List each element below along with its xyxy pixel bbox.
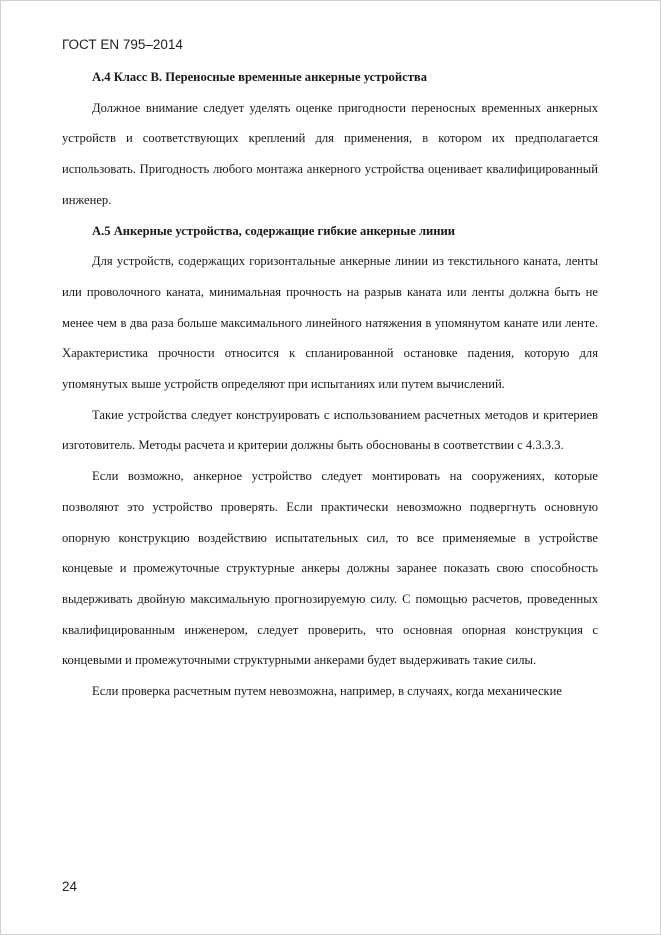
section-heading-a4: А.4 Класс В. Переносные временные анкерные устройства (92, 70, 427, 84)
paragraph-a4-1: Должное внимание следует уделять оценке пригодности переносных временных анкерных устройств и соответствующих креплений для применения, в котором их предполагается использовать. Пригодность любого монтажа анкерного устройства оценивает квалифицированный инженер. (62, 100, 598, 207)
page-number: 24 (62, 879, 78, 894)
section-heading-a5: А.5 Анкерные устройства, содержащие гибкие анкерные линии (92, 223, 456, 238)
paragraph-a5-1: Для устройств, содержащих горизонтальные анкерные линии из текстильного каната, ленты или проволочного каната, минимальная прочность на разрыв каната или ленты должна быть не менее чем в два раза больше максимального линейного натяжения в упомянутом канате или ленте. Характеристика прочности относится к спланированной остановке падения, которую для упомянутых выше устройств определяют при испытаниях или путем вычислений. (62, 254, 598, 392)
paragraph-a5-3: Если возможно, анкерное устройство следует монтировать на сооружениях, которые позволяют это устройство проверять. Если практически невозможно подвергнуть основную опорную конструкцию воздействию испытательных сил, то все применяемые в устройстве концевые и промежуточные структурные анкеры должны заранее показать свою способность выдерживать двойную максимальную прогнозируемую силу. С помощью расчетов, проведенных квалифицированным инженером, следует проверить, что основная опорная конструкция с концевыми и промежуточными структурными анкерами будет выдерживать такие силы. (62, 469, 598, 668)
paragraph-a5-4: Если проверка расчетным путем невозможна, например, в случаях, когда механические (92, 684, 562, 699)
paragraph-a5-2: Такие устройства следует конструировать с использованием расчетных методов и критериев изготовитель. Методы расчета и критерии должны быть обоснованы в соответствии с 4.3.3.3. (62, 407, 598, 453)
document-header: ГОСТ EN 795–2014 (62, 37, 183, 52)
document-body (62, 62, 598, 707)
